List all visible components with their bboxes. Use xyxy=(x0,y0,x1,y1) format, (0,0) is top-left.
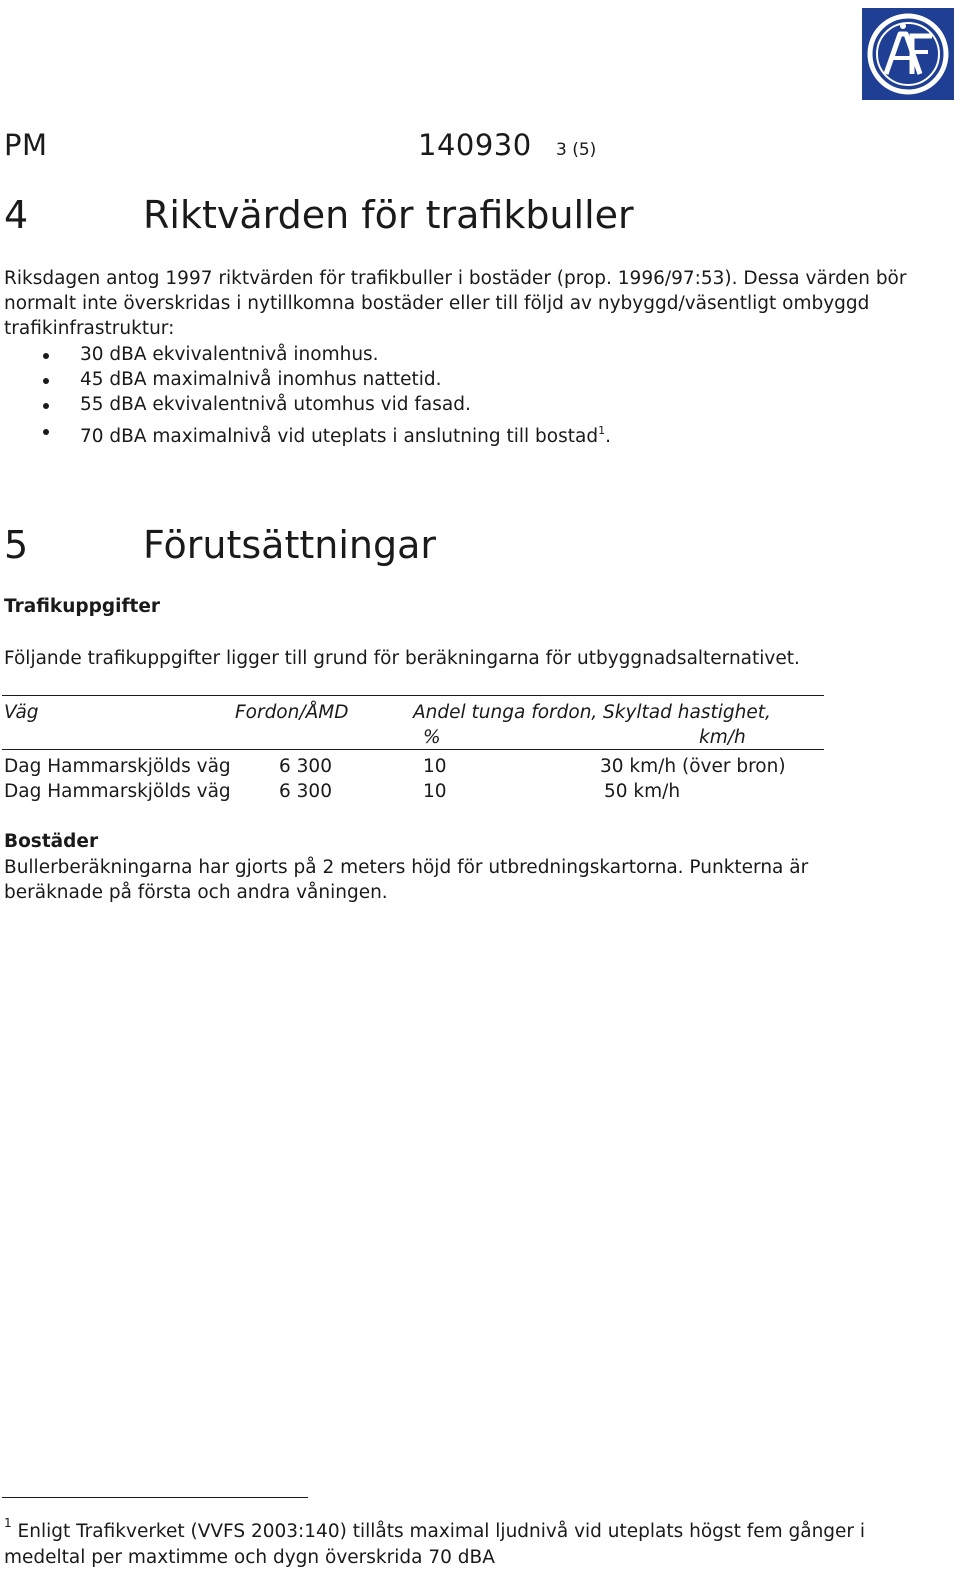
cell-speed: 30 km/h (över bron) xyxy=(600,756,786,777)
col-header-vehicles: Fordon/ÅMD xyxy=(235,702,349,723)
col-header-speed: Skyltad hastighet, xyxy=(603,702,771,723)
table-top-rule xyxy=(2,695,824,696)
cell-speed: 50 km/h xyxy=(604,781,681,802)
cell-heavy: 10 xyxy=(423,781,447,802)
cell-vehicles: 6 300 xyxy=(279,781,332,802)
list-item: 55 dBA ekvivalentnivå utomhus vid fasad. xyxy=(0,392,611,417)
col-header-heavy-unit: % xyxy=(423,727,441,748)
footnote-separator xyxy=(2,1497,308,1498)
bullet-icon xyxy=(43,378,49,384)
bullet-icon xyxy=(43,353,49,359)
noise-limits-list xyxy=(0,342,611,447)
doc-date: 140930 xyxy=(418,128,532,162)
col-header-road: Väg xyxy=(4,702,39,723)
traffic-heading: Trafikuppgifter xyxy=(4,596,161,617)
doc-type: PM xyxy=(4,128,48,162)
traffic-intro: Följande trafikuppgifter ligger till grund för beräkningarna för utbyggnadsalternativet. xyxy=(4,648,800,669)
page-number: 3 (5) xyxy=(556,140,597,160)
housing-heading: Bostäder xyxy=(4,831,99,852)
list-item: 30 dBA ekvivalentnivå inomhus. xyxy=(0,342,611,367)
section-4-intro: Riksdagen antog 1997 riktvärden för trafikbuller i bostäder (prop. 1996/97:53). Dessa värden bör normalt inte överskridas i nytillkomna bostäder eller till följd av nybyggd/väsentligt ombyggd trafikinfrastruktur: xyxy=(4,268,907,340)
section-4-number: 4 xyxy=(4,193,29,237)
cell-vehicles: 6 300 xyxy=(279,756,332,777)
footnote-ref[interactable]: 1 xyxy=(598,423,606,437)
cell-heavy: 10 xyxy=(423,756,447,777)
cell-road: Dag Hammarskjölds väg xyxy=(4,756,231,777)
footnote: $^1$ Enligt Trafikverket (VVFS 2003:140) tillåts maximal ljudnivå vid uteplats högst fem gånger i medeltal per maxtimme och dygn överskrida 70 dBA xyxy=(4,1516,866,1568)
af-logo-icon xyxy=(862,8,954,100)
section-5-title: Förutsättningar xyxy=(143,523,436,567)
table-header-rule xyxy=(2,749,824,750)
bullet-icon xyxy=(43,429,49,435)
section-4-title: Riktvärden för trafikbuller xyxy=(143,193,634,237)
list-item: 70 dBA maximalnivå vid uteplats i anslutning till bostad$^1$. xyxy=(0,418,611,443)
housing-text: Bullerberäkningarna har gjorts på 2 meters höjd för utbredningskartorna. Punkterna är beräknade på första och andra våningen. xyxy=(4,857,809,904)
footnote-marker: 1 xyxy=(4,1516,12,1530)
cell-road: Dag Hammarskjölds väg xyxy=(4,781,231,802)
section-5-number: 5 xyxy=(4,523,29,567)
list-item: 45 dBA maximalnivå inomhus nattetid. xyxy=(0,367,611,392)
col-header-speed-unit: km/h xyxy=(699,727,746,748)
col-header-heavy: Andel tunga fordon, xyxy=(413,702,598,723)
bullet-icon xyxy=(43,403,49,409)
